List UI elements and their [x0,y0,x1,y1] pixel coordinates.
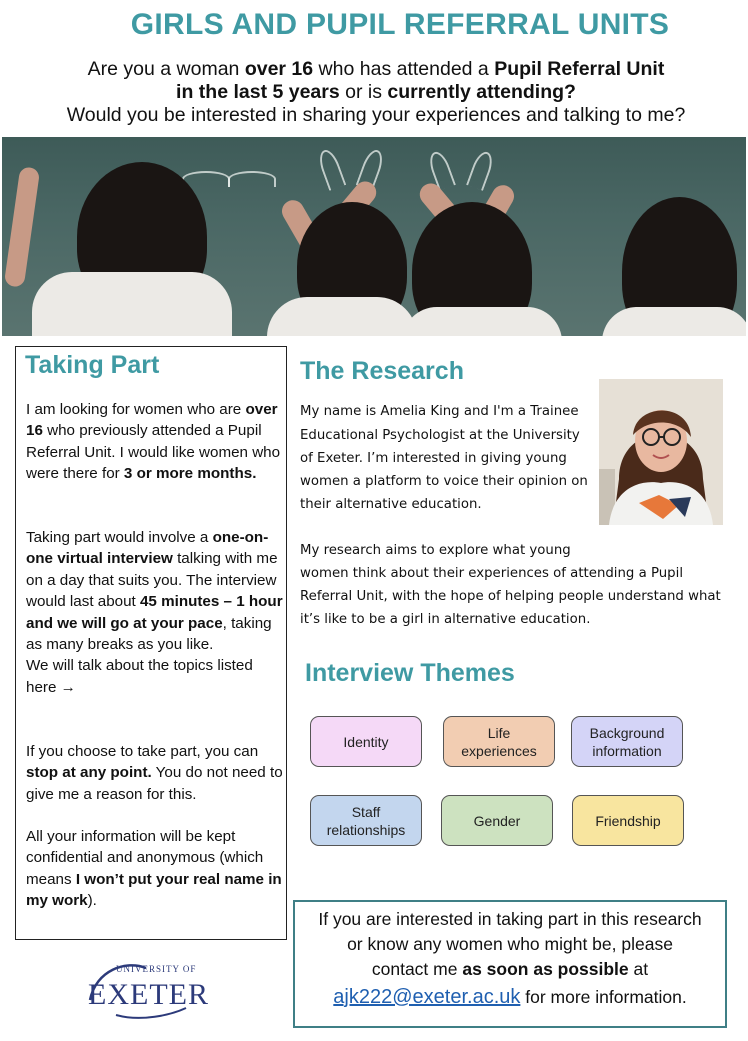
subtitle-line-3: Would you be interested in sharing your experiences and talking to me? [66,104,686,126]
research-line-9: it’s like to be a girl in alternative education. [300,612,591,627]
email-link[interactable]: ajk222@exeter.ac.uk [333,986,521,1008]
taking-part-paragraph-4: All your information will be kept confidential and anonymous (which means I won’t put your real name in my work). [26,828,282,910]
logo-top-text: UNIVERSITY OF [116,964,197,974]
taking-part-paragraph-3: If you choose to take part, you can stop at any point. You do not need to give me a reason for this. [26,743,283,803]
theme-identity: Identity [310,716,422,767]
university-logo [86,960,216,1022]
subtitle-line-2: in the last 5 years or is currently attending? [176,81,576,103]
contact-line-3: contact me as soon as possible at [371,959,649,979]
research-title: The Research [300,357,464,385]
research-line-3: of Exeter. I’m interested in giving young [300,451,567,466]
research-line-6: My research aims to explore what young [300,543,571,558]
interview-themes-title: Interview Themes [305,659,515,687]
theme-friendship: Friendship [572,795,684,846]
theme-background-information: Background information [571,716,683,767]
contact-line-4: ajk222@exeter.ac.uk for more information. [333,986,687,1008]
theme-life-experiences: Life experiences [443,716,555,767]
theme-staff-relationships: Staff relationships [310,795,422,846]
page-title: GIRLS AND PUPIL REFERRAL UNITS [130,8,670,41]
contact-line-1: If you are interested in taking part in this research [318,909,702,929]
contact-line-2: or know any women who might be, please [347,934,673,954]
research-line-1: My name is Amelia King and I'm a Trainee [300,404,579,419]
theme-gender: Gender [441,795,553,846]
taking-part-paragraph-1: I am looking for women who are over 16 who previously attended a Pupil Referral Unit. I would like women who were there for 3 or more months. [26,401,281,483]
banner-photo [2,137,746,336]
portrait-image-icon [599,379,723,525]
logo-name-text: EXETER [88,978,209,1011]
exeter-logo-icon [86,960,216,1022]
research-line-8: Referral Unit, with the hope of helping people understand what [300,589,721,604]
taking-part-title: Taking Part [25,351,160,379]
research-line-7: women think about their experiences of attending a Pupil [300,566,684,581]
researcher-portrait [599,379,723,525]
research-line-4: women a platform to voice their opinion on [300,474,588,489]
research-line-2: Educational Psychologist at the University [300,428,580,443]
taking-part-paragraph-2: Taking part would involve a one-on-one virtual interview talking with me on a day that suits you. The interview would last about 45 minutes – 1 hour and we will go at your pace, taking as many breaks as you like. We will talk about the topics listed here → [26,529,283,696]
research-line-5: their alternative education. [300,497,482,512]
subtitle-line-1: Are you a woman over 16 who has attended a Pupil Referral Unit [87,58,665,80]
